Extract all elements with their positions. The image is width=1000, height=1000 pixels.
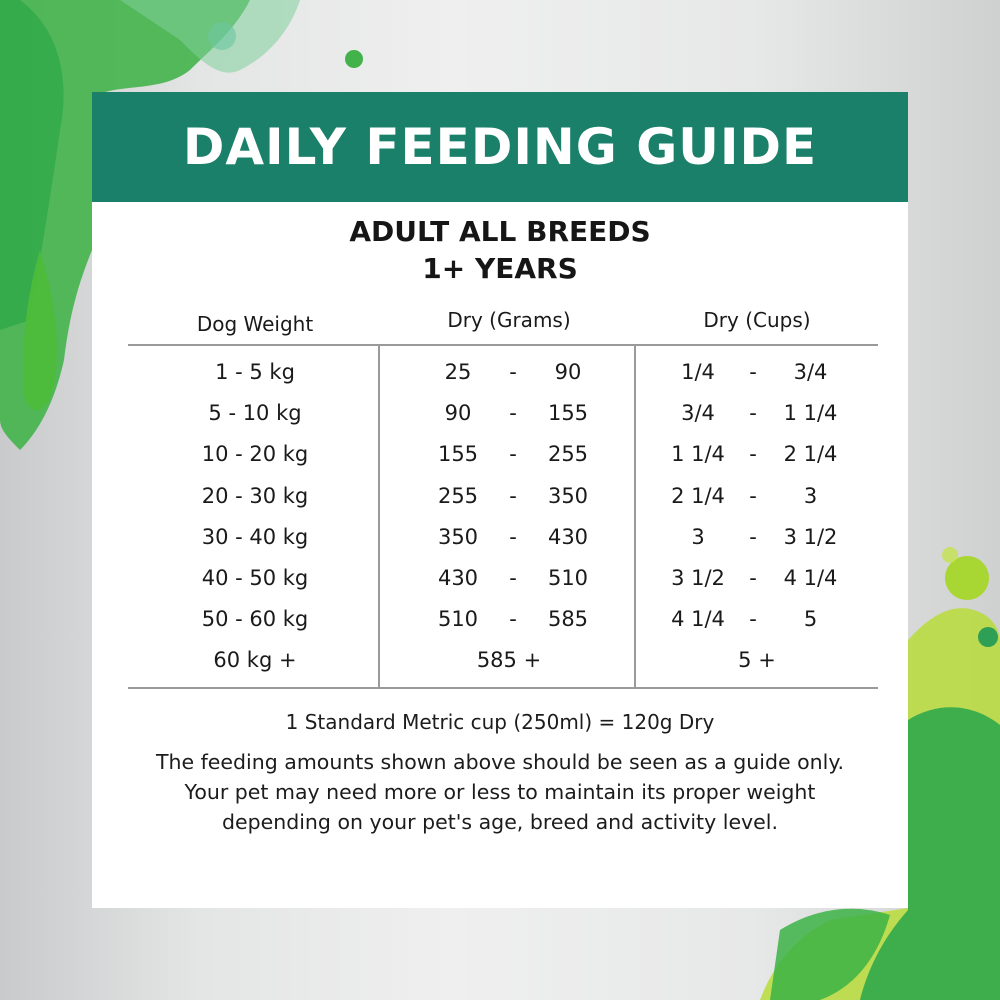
range-dash: - <box>749 524 757 549</box>
cups-from-cell: 3 <box>691 524 705 549</box>
table-top-divider <box>128 344 878 346</box>
range-dash: - <box>509 401 517 426</box>
cups-to-cell: 5 <box>803 607 818 632</box>
grams-to-cell: 155 <box>547 401 589 426</box>
weight-cell: 20 - 30 kg <box>201 483 309 508</box>
cups-to-cell: 2 1/4 <box>783 442 838 467</box>
table-row <box>128 360 878 401</box>
weight-cell: 30 - 40 kg <box>201 524 309 549</box>
range-dash: - <box>749 483 757 508</box>
grams-from-cell: 90 <box>444 401 472 426</box>
grams-to-cell: 255 <box>547 442 589 467</box>
grams-cell: 585 + <box>476 648 542 673</box>
grams-to-cell: 90 <box>554 360 582 384</box>
range-dash: - <box>749 442 757 467</box>
column-header-dry-cups: Dry (Cups) <box>703 308 811 332</box>
table-row <box>128 484 878 525</box>
subtitle-breed: ADULT ALL BREEDS <box>349 215 651 248</box>
cups-cell: 5 + <box>738 648 776 673</box>
cups-from-cell: 1/4 <box>681 360 715 384</box>
cups-from-cell: 2 1/4 <box>671 483 725 508</box>
cups-from-cell: 1 1/4 <box>671 442 725 467</box>
range-dash: - <box>509 565 517 590</box>
feeding-table-body <box>128 360 878 690</box>
cup-conversion-note: 1 Standard Metric cup (250ml) = 120g Dry <box>285 710 715 734</box>
weight-cell: 1 - 5 kg <box>215 360 295 384</box>
cups-to-cell: 3/4 <box>793 360 828 384</box>
table-row <box>128 401 878 442</box>
cups-to-cell: 3 1/2 <box>783 524 838 549</box>
title-banner <box>92 92 908 202</box>
cups-to-cell: 3 <box>803 483 818 508</box>
weight-cell: 5 - 10 kg <box>208 401 302 426</box>
weight-cell: 10 - 20 kg <box>201 442 309 467</box>
grams-from-cell: 25 <box>444 360 472 384</box>
grams-from-cell: 255 <box>437 483 479 508</box>
cups-to-cell: 1 1/4 <box>783 401 838 426</box>
range-dash: - <box>509 607 517 632</box>
column-header-dog-weight: Dog Weight <box>196 312 314 336</box>
weight-cell: 60 kg + <box>213 648 297 673</box>
page-title: DAILY FEEDING GUIDE <box>182 118 818 176</box>
table-row <box>128 525 878 566</box>
range-dash: - <box>749 607 757 632</box>
grams-from-cell: 155 <box>437 442 479 467</box>
cups-to-cell: 4 1/4 <box>783 565 838 590</box>
cups-from-cell: 4 1/4 <box>671 607 725 632</box>
grams-from-cell: 510 <box>437 607 479 632</box>
grams-to-cell: 585 <box>547 607 589 632</box>
range-dash: - <box>509 524 517 549</box>
range-dash: - <box>749 360 757 384</box>
range-dash: - <box>749 565 757 590</box>
range-dash: - <box>509 442 517 467</box>
weight-cell: 50 - 60 kg <box>201 607 309 632</box>
feeding-disclaimer: The feeding amounts shown above should be seen as a guide only. Your pet may need more or less to maintain its proper weight depending on your pet's age, breed and activity level. <box>155 750 845 834</box>
grams-from-cell: 350 <box>437 524 479 549</box>
weight-cell: 40 - 50 kg <box>201 565 309 590</box>
grams-to-cell: 350 <box>547 483 589 508</box>
cups-from-cell: 3 1/2 <box>671 565 725 590</box>
grams-from-cell: 430 <box>437 565 479 590</box>
table-row <box>128 648 878 689</box>
range-dash: - <box>509 483 517 508</box>
grams-to-cell: 430 <box>547 524 589 549</box>
feeding-guide-card <box>92 92 908 908</box>
subtitle-age: 1+ YEARS <box>422 252 578 285</box>
grams-to-cell: 510 <box>547 565 589 590</box>
cups-from-cell: 3/4 <box>681 401 715 426</box>
column-header-dry-grams: Dry (Grams) <box>447 308 571 332</box>
table-row <box>128 566 878 607</box>
table-row <box>128 607 878 648</box>
table-row <box>128 442 878 483</box>
range-dash: - <box>749 401 757 426</box>
range-dash: - <box>509 360 517 384</box>
